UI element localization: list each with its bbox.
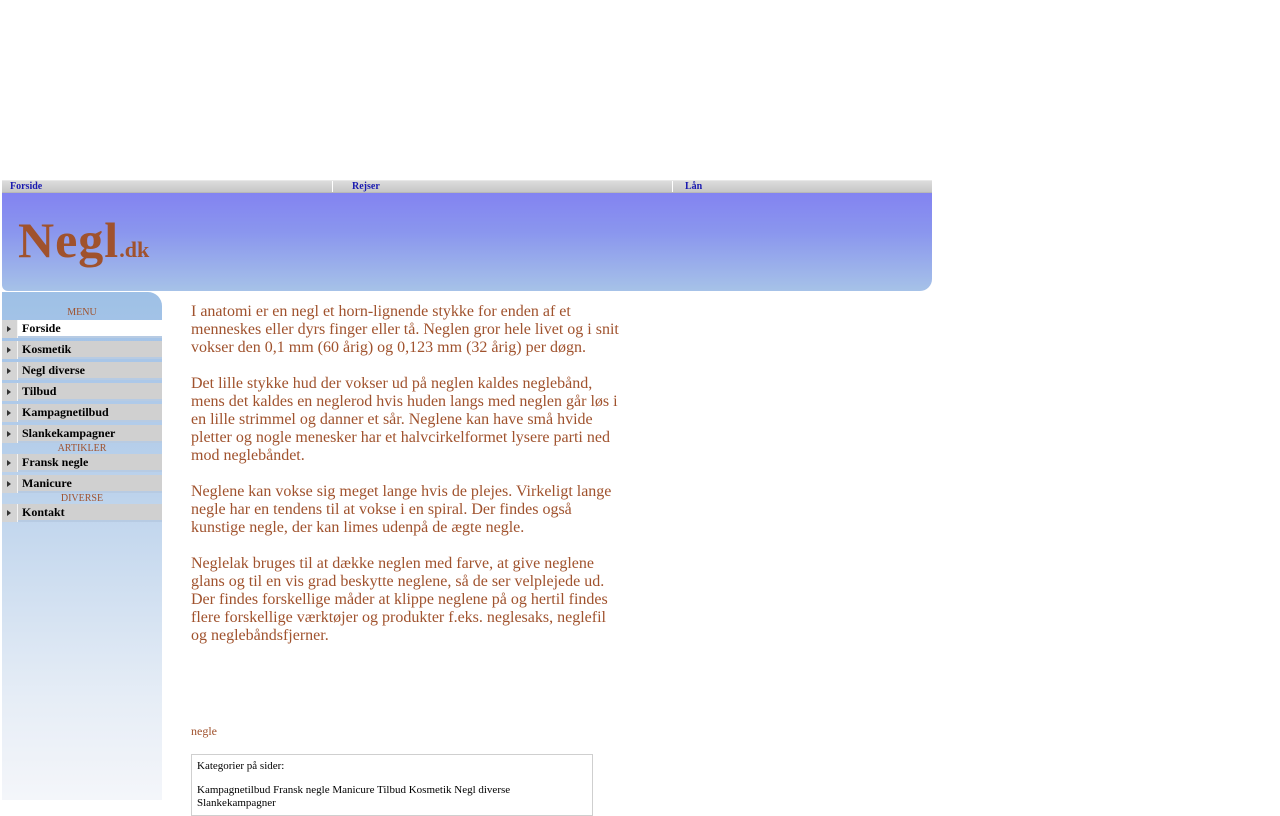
logo-main-text: Negl	[18, 212, 120, 268]
sidebar-item-negl-diverse[interactable]	[2, 362, 162, 380]
sidebar-item-label: Kontakt	[18, 504, 162, 522]
arrow-right-icon	[2, 425, 18, 443]
articles-heading: ARTIKLER	[57, 443, 107, 454]
tag-link[interactable]: negle	[191, 724, 217, 738]
site-logo[interactable]	[18, 212, 150, 268]
sidebar-item-slankekampagner[interactable]	[2, 425, 162, 443]
sidebar-item-kosmetik[interactable]	[2, 341, 162, 359]
sidebar-item-label: Kampagnetilbud	[18, 404, 162, 422]
top-link-forside[interactable]: Forside	[10, 181, 43, 192]
arrow-right-icon	[2, 320, 18, 338]
top-link-rejser[interactable]: Rejser	[352, 181, 380, 192]
sidebar-item-label: Manicure	[18, 475, 162, 493]
arrow-right-icon	[2, 383, 18, 401]
arrow-right-icon	[2, 475, 18, 493]
sidebar-item-label: Tilbud	[18, 383, 162, 401]
categories-links[interactable]: Kampagnetilbud Fransk negle Manicure Tilbud Kosmetik Negl diverse	[197, 784, 511, 796]
top-link-laan[interactable]: Lån	[685, 181, 703, 192]
arrow-right-icon	[2, 454, 18, 472]
top-link-bar	[2, 180, 932, 193]
categories-box	[191, 754, 593, 816]
sidebar-item-label: Slankekampagner	[18, 425, 162, 443]
page-wrapper	[2, 180, 932, 291]
categories-title: Kategorier på sider:	[197, 760, 285, 772]
top-link-divider	[332, 181, 333, 192]
arrow-right-icon	[2, 362, 18, 380]
arrow-right-icon	[2, 341, 18, 359]
sidebar-item-label: Fransk negle	[18, 454, 162, 472]
sidebar-item-label: Negl diverse	[18, 362, 162, 380]
arrow-right-icon	[2, 504, 18, 522]
content-paragraph: I anatomi er en negl et horn-lignende stykke for enden af et menneskes eller dyrs finger eller tå. Neglen gror hele livet og i snit vokser den 0,1 mm (60 årig) og 0,123 mm (32 årig) per døgn.	[191, 303, 619, 356]
top-link-divider	[672, 181, 673, 192]
menu-heading: MENU	[67, 307, 97, 318]
sidebar-item-kontakt[interactable]	[2, 504, 162, 522]
main-content	[191, 303, 621, 663]
sidebar-item-fransk-negle[interactable]	[2, 454, 162, 472]
sidebar-item-manicure[interactable]	[2, 475, 162, 493]
sidebar-nav	[2, 292, 162, 800]
misc-heading: DIVERSE	[60, 493, 104, 504]
sidebar-item-label: Forside	[18, 320, 162, 338]
sidebar-item-label: Kosmetik	[18, 341, 162, 359]
arrow-right-icon	[2, 404, 18, 422]
content-paragraph: Neglelak bruges til at dække neglen med farve, at give neglene glans og til en vis grad beskytte neglene, så de ser velplejede ud. Der findes forskellige måder at klippe neglene på og hertil findes flere forskellige værktøjer og produkter f.eks. neglesaks, neglefil og neglebåndsfjerner.	[191, 555, 608, 644]
logo-tld-text: .dk	[119, 237, 150, 262]
content-paragraph: Det lille stykke hud der vokser ud på neglen kaldes neglebånd, mens det kaldes en neglerod hvis huden langs med neglen går løs i en lille strimmel og danner et sår. Neglene kan have små hvide pletter og nogle menesker har et halvcirkelformet lysere parti ned mod neglebåndet.	[191, 375, 618, 464]
sidebar-item-tilbud[interactable]	[2, 383, 162, 401]
categories-links[interactable]: Slankekampagner	[197, 797, 276, 809]
content-paragraph: Neglene kan vokse sig meget lange hvis de plejes. Virkeligt lange negle har en tendens til at vokse i en spiral. Der findes også kunstige negle, der kan limes udenpå de ægte negle.	[191, 483, 612, 536]
sidebar-item-forside[interactable]	[2, 320, 162, 338]
sidebar-item-kampagnetilbud[interactable]	[2, 404, 162, 422]
site-header	[2, 193, 932, 291]
